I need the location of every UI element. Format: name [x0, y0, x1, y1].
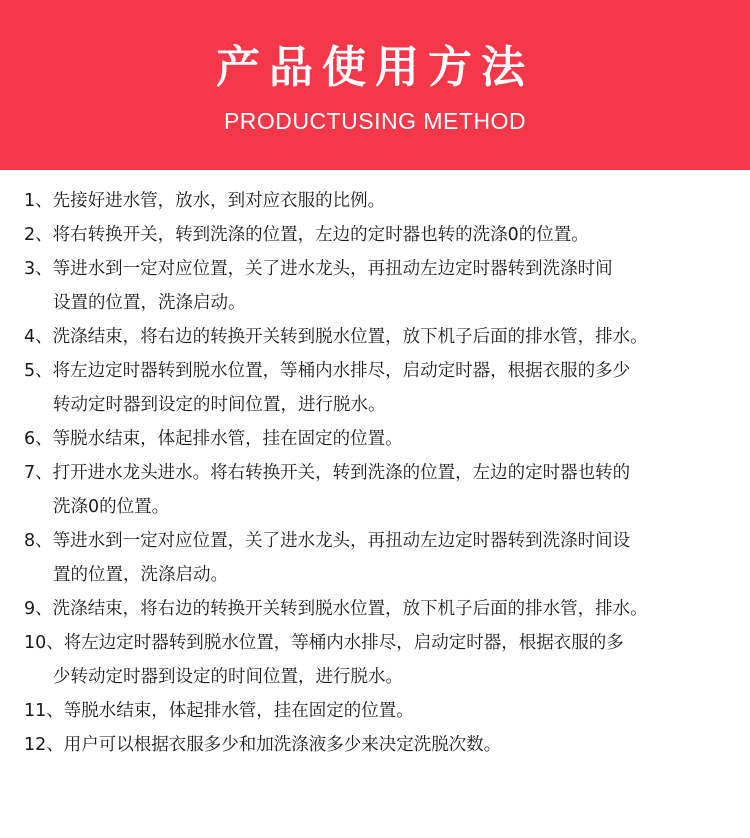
step-text: 5、将左边定时器转到脱水位置，等桶内水排尽，启动定时器，根据衣服的多少 — [24, 361, 631, 381]
step-text: 9、洗涤结束，将右边的转换开关转到脱水位置，放下机子后面的排水管，排水。 — [24, 599, 648, 619]
instruction-step — [0, 592, 750, 626]
step-text: 2、将右转换开关，转到洗涤的位置，左边的定时器也转的洗涤0的位置。 — [24, 225, 589, 245]
instruction-step — [0, 252, 750, 320]
instruction-step — [0, 422, 750, 456]
instruction-step — [0, 184, 750, 218]
instruction-step — [0, 354, 750, 422]
step-text: 6、等脱水结束，体起排水管，挂在固定的位置。 — [24, 429, 403, 449]
step-text: 7、打开进水龙头进水。将右转换开关，转到洗涤的位置，左边的定时器也转的 — [24, 463, 631, 483]
step-text-continued: 设置的位置，洗涤启动。 — [53, 293, 246, 313]
step-text-continued: 少转动定时器到设定的时间位置，进行脱水。 — [53, 667, 403, 687]
step-text: 4、洗涤结束，将右边的转换开关转到脱水位置，放下机子后面的排水管，排水。 — [24, 327, 648, 347]
instruction-step — [0, 694, 750, 728]
page-title: 产品使用方法 — [216, 42, 534, 93]
step-text: 10、将左边定时器转到脱水位置，等桶内水排尽，启动定时器，根据衣服的多 — [24, 633, 624, 653]
instruction-step — [0, 320, 750, 354]
step-text: 11、等脱水结束，体起排水管，挂在固定的位置。 — [24, 701, 414, 721]
instruction-step — [0, 456, 750, 524]
instruction-step — [0, 728, 750, 762]
step-text: 3、等进水到一定对应位置，关了进水龙头，再扭动左边定时器转到洗涤时间 — [24, 259, 613, 279]
step-text-continued: 洗涤0的位置。 — [53, 497, 170, 517]
step-text-continued: 转动定时器到设定的时间位置，进行脱水。 — [53, 395, 386, 415]
page-subtitle: PRODUCTUSING METHOD — [223, 108, 527, 134]
step-text: 1、先接好进水管，放水，到对应衣服的比例。 — [24, 191, 386, 211]
step-text-continued: 置的位置，洗涤启动。 — [53, 565, 228, 585]
header-banner — [0, 0, 750, 170]
instruction-list — [0, 170, 750, 762]
step-text: 12、用户可以根据衣服多少和加洗涤液多少来决定洗脱次数。 — [24, 735, 502, 755]
step-text: 8、等进水到一定对应位置，关了进水龙头，再扭动左边定时器转到洗涤时间设 — [24, 531, 631, 551]
instruction-step — [0, 626, 750, 694]
instruction-step — [0, 524, 750, 592]
instruction-step — [0, 218, 750, 252]
